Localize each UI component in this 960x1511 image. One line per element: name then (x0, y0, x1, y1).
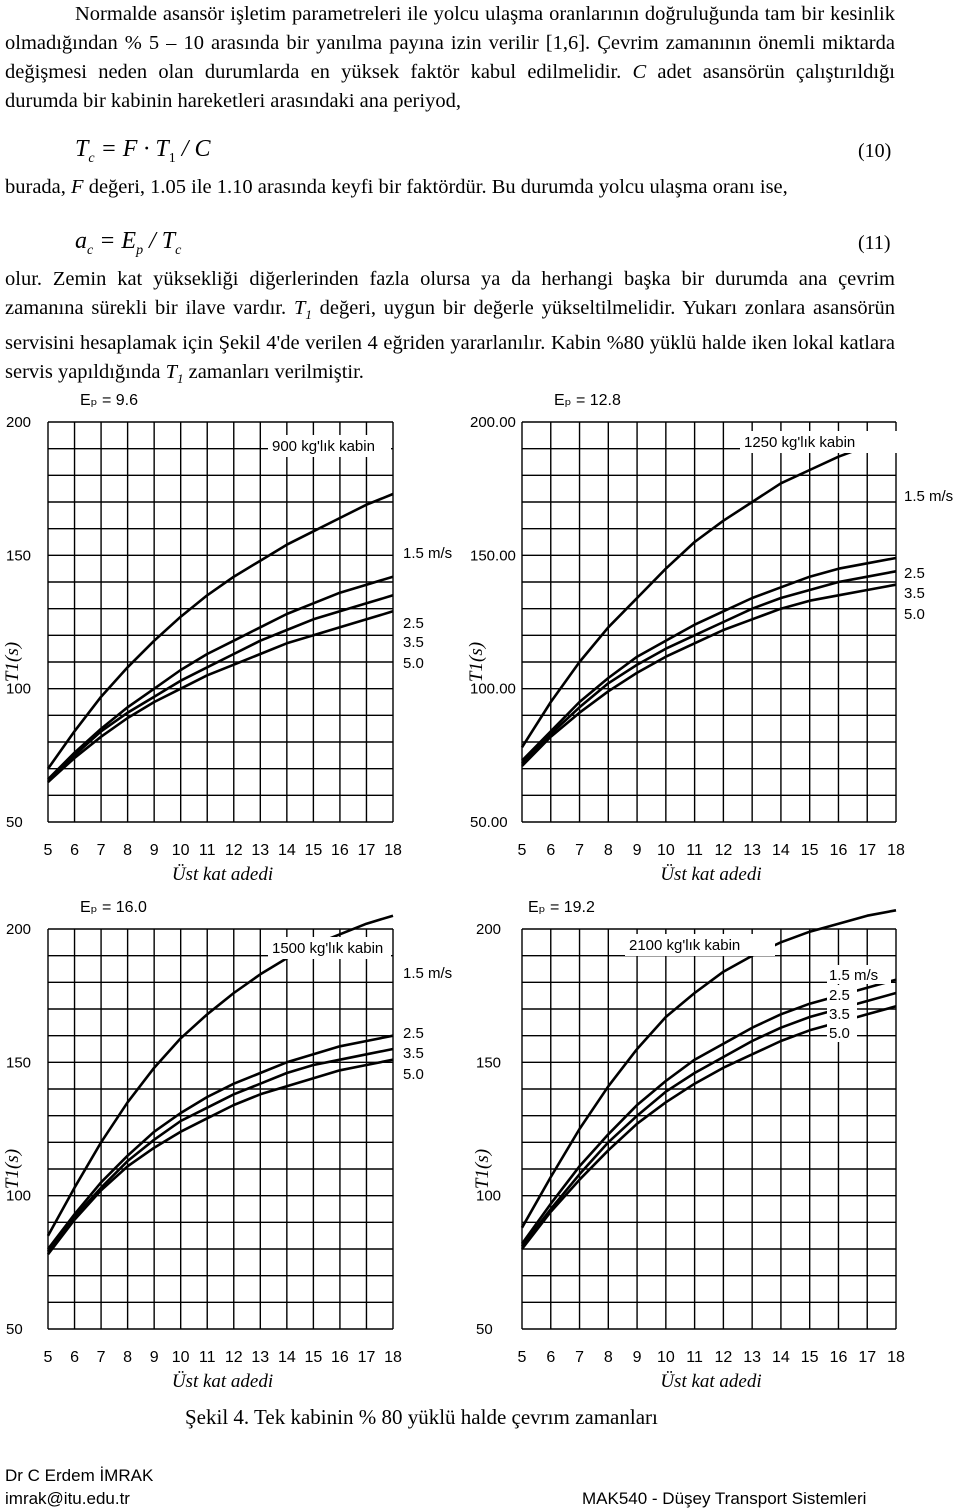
burada-pre: burada, (5, 176, 72, 198)
y-tick-label: 200 (6, 414, 32, 431)
grid (48, 929, 393, 1329)
box-label: 1500 kg'lık kabin (272, 940, 384, 957)
y-axis-label: T1(s) (466, 641, 487, 683)
y-tick-label: 100.00 (470, 680, 516, 698)
y-axis-label: T1(s) (472, 1148, 493, 1190)
series-line (522, 1006, 896, 1249)
x-tick-label: 5 (43, 1349, 53, 1366)
x-tick-label: 9 (149, 1349, 159, 1366)
equation-10 (75, 136, 210, 167)
speed-label: 2.5 (829, 987, 850, 1004)
speed-label: 3.5 (403, 1045, 424, 1062)
footer-course: MAK540 - Düşey Transport Sistemleri (582, 1489, 867, 1508)
x-tick-label: 15 (800, 1349, 819, 1366)
x-tick-label: 16 (829, 1349, 848, 1366)
x-tick-label: 8 (603, 842, 613, 859)
x-tick-label: 8 (123, 1349, 133, 1366)
speed-label: 2.5 (403, 615, 424, 632)
x-tick-label: 12 (224, 842, 243, 859)
x-axis-label: Üst kat adedi (171, 1371, 274, 1392)
y-tick-label: 50.00 (470, 814, 508, 831)
x-tick-label: 5 (517, 1349, 527, 1366)
eq10-rhs: = F · T (100, 136, 169, 162)
footer-email: imrak@itu.edu.tr (5, 1489, 130, 1508)
footer-author: Dr C Erdem İMRAK (5, 1466, 154, 1485)
y-axis-label: T1(s) (2, 641, 23, 683)
grid (48, 422, 393, 822)
x-tick-label: 11 (198, 1349, 216, 1366)
speed-label: 1.5 m/s (403, 965, 453, 982)
p2-t1: T (293, 297, 306, 319)
x-tick-label: 12 (224, 1349, 243, 1366)
series-line (48, 577, 393, 780)
x-tick-label: 17 (858, 842, 877, 859)
chart-svg (0, 385, 470, 890)
x-axis-label: Üst kat adedi (660, 864, 762, 885)
x-tick-label: 17 (858, 1349, 877, 1366)
x-tick-label: 18 (887, 842, 905, 859)
x-tick-label: 6 (70, 1349, 79, 1366)
x-tick-label: 11 (686, 1349, 703, 1366)
speed-label: 5.0 (403, 1066, 424, 1083)
y-tick-label: 100 (6, 680, 32, 698)
speed-label: 2.5 (403, 1025, 424, 1042)
p2-t1-sub-b: 1 (176, 371, 184, 387)
x-tick-label: 9 (632, 842, 642, 859)
y-tick-label: 150 (6, 1054, 32, 1072)
x-tick-label: 8 (123, 842, 133, 859)
speed-label: 5.0 (829, 1025, 850, 1042)
chart-svg (470, 892, 960, 1397)
p2-a: olur. Zemin kat yüksekliği diğerlerinden fazla olursa ya da herhangi başka bir durumda ana çevrim zamanına sürekli bir ilave vardır. (5, 268, 895, 319)
box-label: 1250 kg'lık kabin (744, 434, 856, 451)
x-tick-label: 7 (96, 1349, 106, 1366)
chart-2100kg (470, 892, 960, 1397)
series-line (522, 571, 896, 763)
speed-label: 1.5 m/s (403, 545, 453, 562)
equation-10-number: (10) (858, 140, 892, 162)
x-tick-label: 8 (603, 1349, 613, 1366)
x-tick-label: 14 (772, 842, 790, 859)
x-tick-label: 5 (43, 842, 53, 859)
x-tick-label: 13 (251, 1349, 270, 1366)
x-tick-label: 6 (546, 1349, 556, 1366)
series-line (48, 494, 393, 769)
speed-label: 5.0 (904, 606, 925, 623)
y-tick-label: 200 (6, 921, 32, 938)
chart-title: Eₚ = 19.2 (528, 899, 595, 916)
x-tick-label: 10 (656, 1349, 675, 1366)
chart-title: Eₚ = 12.8 (554, 392, 621, 409)
box-label: 2100 kg'lık kabin (629, 937, 741, 954)
x-tick-label: 9 (149, 842, 159, 859)
c-variable: C (632, 61, 647, 83)
x-tick-label: 18 (887, 1349, 905, 1366)
chart-900kg (0, 385, 470, 890)
y-tick-label: 150.00 (470, 547, 516, 565)
series-line (522, 435, 896, 747)
chart-title: Eₚ = 9.6 (80, 392, 138, 409)
eq11-eq: = E (93, 228, 137, 254)
x-tick-label: 13 (251, 842, 270, 859)
chart-1250kg (466, 385, 960, 890)
burada-line (5, 173, 895, 202)
x-tick-label: 15 (304, 1349, 323, 1366)
chart-1500kg (0, 892, 470, 1397)
x-tick-label: 11 (686, 842, 703, 859)
intro-paragraph (5, 0, 895, 116)
y-tick-label: 50 (476, 1321, 493, 1338)
speed-label: 5.0 (403, 655, 424, 672)
x-tick-label: 17 (357, 1349, 376, 1366)
eq11-eq-sub: p (136, 242, 144, 258)
x-tick-label: 10 (656, 842, 675, 859)
y-tick-label: 50 (6, 814, 23, 831)
x-tick-label: 7 (96, 842, 106, 859)
speed-label: 2.5 (904, 565, 925, 582)
box-label: 900 kg'lık kabin (272, 438, 375, 455)
eq11-lhs: a (75, 228, 87, 254)
body-paragraph-2 (5, 265, 895, 393)
y-tick-label: 100 (476, 1187, 502, 1205)
speed-label: 3.5 (403, 634, 424, 651)
equation-11-number: (11) (858, 232, 891, 254)
x-tick-label: 14 (277, 842, 296, 859)
eq10-rhs-sub: 1 (168, 150, 176, 166)
x-tick-label: 12 (714, 842, 733, 859)
chart-svg (466, 385, 960, 890)
intro-text: Normalde asansör işletim parametreleri ile yolcu ulaşma oranlarının doğruluğunda tam bir kesinlik olmadığından % 5 – 10 arasında bir yanılma payına izin verilir [1,6]. Çevrim zamanının önemli miktarda değişmesi neden olan durumlarda en yüksek faktör kabul edilmelidir. (5, 3, 895, 83)
f-variable: F (71, 176, 84, 198)
p2-c: zamanları verilmiştir. (183, 361, 364, 384)
x-tick-label: 16 (331, 1349, 349, 1366)
x-tick-label: 16 (829, 842, 848, 859)
x-tick-label: 7 (575, 842, 584, 859)
x-tick-label: 6 (70, 842, 79, 859)
intro-text-2: adet asansörün çalıştırıldığı durumda bir kabinin hareketleri arasındaki ana periyod, (5, 61, 895, 112)
series-line (522, 585, 896, 766)
p2-b: değeri, uygun bir değerle yükseltilmelidir. Yukarı zonlara asansörün servisini hesaplamak için Şekil 4'de verilen 4 eğriden yararlanılır. Kabin %80 yüklü halde iken lokal katlara servis yapıldığında (5, 297, 895, 384)
y-tick-label: 150 (476, 1054, 502, 1072)
x-tick-label: 6 (546, 842, 556, 859)
y-tick-label: 150 (6, 547, 32, 565)
equation-11 (75, 228, 181, 259)
p2-t1-b: T (165, 361, 177, 384)
x-tick-label: 18 (384, 1349, 402, 1366)
x-tick-label: 17 (357, 842, 376, 859)
series-line (48, 1049, 393, 1252)
eq10-rhs-tail: / C (175, 136, 211, 162)
y-axis-label: T1(s) (2, 1148, 23, 1190)
y-tick-label: 200 (476, 921, 502, 938)
series-line (522, 558, 896, 761)
eq11-tail-sub: c (175, 242, 182, 258)
eq11-tail: / T (143, 228, 176, 254)
x-tick-label: 14 (277, 1349, 296, 1366)
y-tick-label: 100 (6, 1187, 32, 1205)
grid (522, 422, 896, 822)
x-tick-label: 5 (517, 842, 527, 859)
x-tick-label: 7 (575, 1349, 584, 1366)
chart-title: Eₚ = 16.0 (80, 899, 147, 916)
x-tick-label: 15 (304, 842, 323, 859)
x-tick-label: 10 (171, 1349, 190, 1366)
burada-post: değeri, 1.05 ile 1.10 arasında keyfi bir faktördür. Bu durumda yolcu ulaşma oranı ise, (83, 176, 788, 198)
x-tick-label: 10 (171, 842, 190, 859)
x-tick-label: 15 (800, 842, 819, 859)
x-axis-label: Üst kat adedi (171, 864, 274, 885)
x-axis-label: Üst kat adedi (660, 1371, 762, 1392)
eq10-lhs-sub: c (88, 150, 95, 166)
x-tick-label: 9 (632, 1349, 642, 1366)
x-tick-label: 16 (331, 842, 349, 859)
eq11-lhs-sub: c (87, 242, 94, 258)
x-tick-label: 13 (743, 1349, 762, 1366)
x-tick-label: 18 (384, 842, 402, 859)
x-tick-label: 12 (714, 1349, 733, 1366)
y-tick-label: 50 (6, 1321, 23, 1338)
y-tick-label: 200.00 (470, 414, 516, 431)
speed-label: 1.5 m/s (904, 488, 954, 505)
speed-label: 3.5 (904, 585, 925, 602)
x-tick-label: 13 (743, 842, 762, 859)
speed-label: 1.5 m/s (829, 967, 879, 984)
eq10-lhs: T (75, 136, 89, 162)
chart-svg (0, 892, 470, 1397)
x-tick-label: 11 (198, 842, 216, 859)
figure-caption: Şekil 4. Tek kabinin % 80 yüklü halde çevrım zamanları (185, 1405, 658, 1429)
p2-t1-sub: 1 (305, 307, 312, 323)
speed-label: 3.5 (829, 1006, 850, 1023)
x-tick-label: 14 (772, 1349, 790, 1366)
